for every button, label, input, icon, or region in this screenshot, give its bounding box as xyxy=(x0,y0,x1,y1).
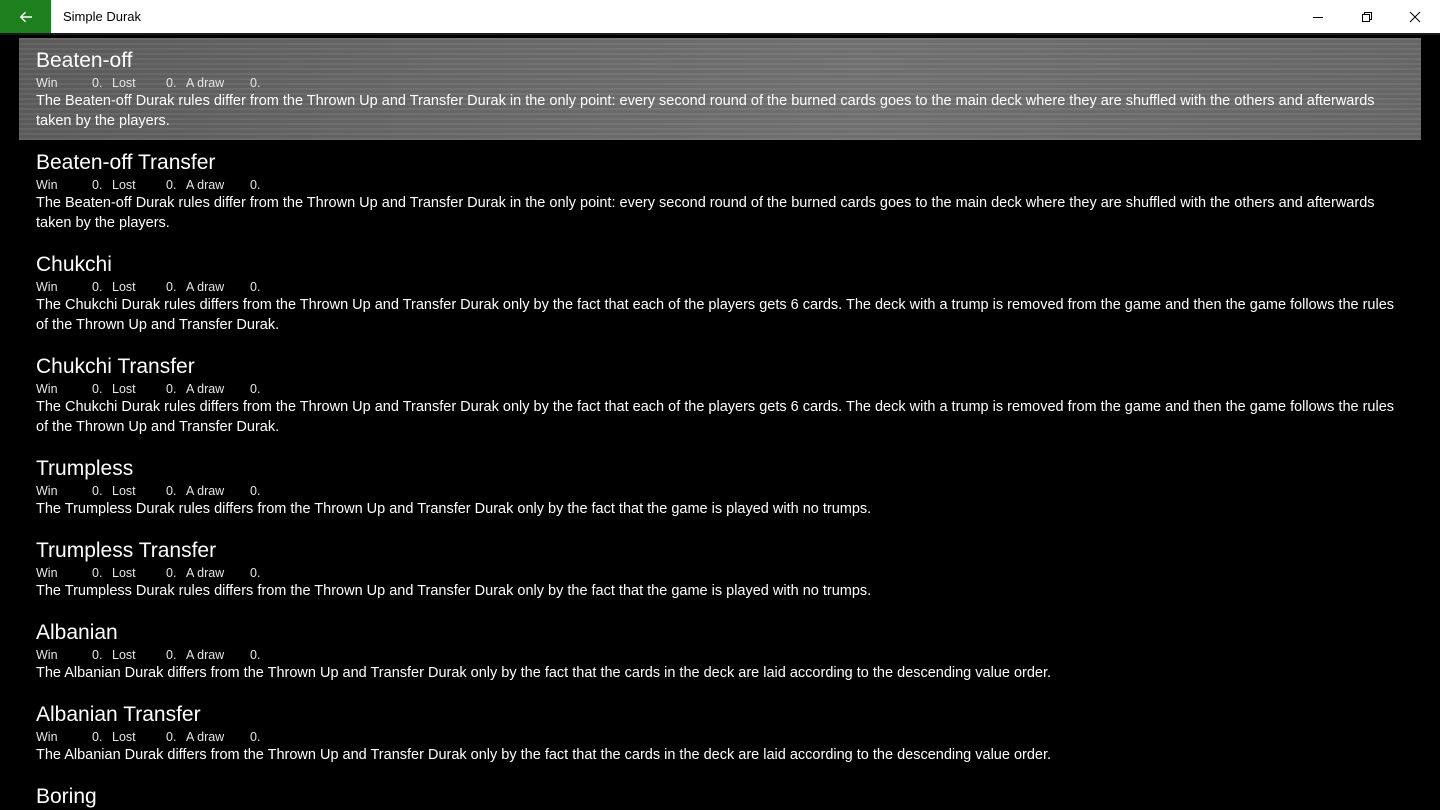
game-stats xyxy=(36,564,1404,582)
draw-label: A draw xyxy=(186,280,225,294)
draw-label: A draw xyxy=(186,484,225,498)
lost-value: 0. xyxy=(166,730,177,744)
draw-value: 0. xyxy=(250,280,261,294)
game-stats xyxy=(36,380,1404,398)
back-button[interactable] xyxy=(0,0,51,33)
win-value: 0. xyxy=(92,280,103,294)
lost-value: 0. xyxy=(166,382,177,396)
game-description: The Trumpless Durak rules differs from the Thrown Up and Transfer Durak only by the fact that the game is played with no trumps. xyxy=(36,583,872,599)
list-item-beaten-off[interactable] xyxy=(19,38,1421,140)
game-description: The Albanian Durak differs from the Thrown Up and Transfer Durak only by the fact that the cards in the deck are laid according to the descending value order. xyxy=(36,747,1052,763)
lost-label: Lost xyxy=(112,382,136,396)
list-item-chukchi-transfer[interactable] xyxy=(19,344,1421,446)
game-stats xyxy=(36,728,1404,746)
game-title: Albanian Transfer xyxy=(36,703,201,726)
draw-label: A draw xyxy=(186,382,225,396)
game-variant-list[interactable] xyxy=(19,38,1421,810)
lost-value: 0. xyxy=(166,76,177,90)
minimize-button[interactable] xyxy=(1294,0,1342,33)
game-title: Trumpless Transfer xyxy=(36,539,217,562)
game-description: The Chukchi Durak rules differs from the Thrown Up and Transfer Durak only by the fact that each of the players gets 6 cards. The deck with a trump is removed from the game and then the game follows the rules of the Thrown Up and Transfer Durak. xyxy=(36,297,1395,333)
draw-value: 0. xyxy=(250,484,261,498)
game-title: Chukchi xyxy=(36,253,112,276)
game-title: Albanian xyxy=(36,621,118,644)
win-label: Win xyxy=(36,76,58,90)
lost-value: 0. xyxy=(166,484,177,498)
title-bar xyxy=(0,0,1440,33)
game-stats xyxy=(36,482,1404,500)
restore-icon xyxy=(1361,11,1373,23)
lost-label: Lost xyxy=(112,484,136,498)
game-description: The Trumpless Durak rules differs from the Thrown Up and Transfer Durak only by the fact that the game is played with no trumps. xyxy=(36,501,872,517)
close-icon xyxy=(1409,11,1421,23)
game-title: Beaten-off xyxy=(36,49,133,72)
list-item-trumpless[interactable] xyxy=(19,446,1421,528)
draw-value: 0. xyxy=(250,76,261,90)
draw-value: 0. xyxy=(250,382,261,396)
game-title: Boring xyxy=(36,785,97,808)
app-title: Simple Durak xyxy=(63,9,142,24)
win-label: Win xyxy=(36,178,58,192)
win-value: 0. xyxy=(92,382,103,396)
lost-value: 0. xyxy=(166,178,177,192)
lost-value: 0. xyxy=(166,648,177,662)
lost-label: Lost xyxy=(112,178,136,192)
game-title: Beaten-off Transfer xyxy=(36,151,216,174)
win-label: Win xyxy=(36,730,58,744)
draw-label: A draw xyxy=(186,566,225,580)
lost-value: 0. xyxy=(166,280,177,294)
win-value: 0. xyxy=(92,178,103,192)
game-title: Trumpless xyxy=(36,457,134,480)
win-label: Win xyxy=(36,648,58,662)
game-stats xyxy=(36,74,1404,92)
draw-value: 0. xyxy=(250,566,261,580)
list-item-albanian-transfer[interactable] xyxy=(19,692,1421,774)
draw-value: 0. xyxy=(250,178,261,192)
list-item-boring[interactable] xyxy=(19,774,1421,810)
game-description: The Chukchi Durak rules differs from the Thrown Up and Transfer Durak only by the fact that each of the players gets 6 cards. The deck with a trump is removed from the game and then the game follows the rules of the Thrown Up and Transfer Durak. xyxy=(36,399,1395,435)
close-button[interactable] xyxy=(1391,0,1439,33)
win-label: Win xyxy=(36,280,58,294)
title-divider xyxy=(0,33,1440,35)
draw-value: 0. xyxy=(250,730,261,744)
game-stats xyxy=(36,278,1404,296)
list-item-albanian[interactable] xyxy=(19,610,1421,692)
win-value: 0. xyxy=(92,76,103,90)
game-description: The Beaten-off Durak rules differ from the Thrown Up and Transfer Durak in the only point: every second round of the burned cards goes to the main deck where they are shuffled with the others and afterwards taken by the players. xyxy=(36,195,1375,231)
draw-label: A draw xyxy=(186,730,225,744)
win-value: 0. xyxy=(92,566,103,580)
win-value: 0. xyxy=(92,484,103,498)
lost-label: Lost xyxy=(112,280,136,294)
game-description: The Albanian Durak differs from the Thrown Up and Transfer Durak only by the fact that the cards in the deck are laid according to the descending value order. xyxy=(36,665,1052,681)
game-stats xyxy=(36,646,1404,664)
win-label: Win xyxy=(36,484,58,498)
win-label: Win xyxy=(36,382,58,396)
lost-label: Lost xyxy=(112,648,136,662)
lost-label: Lost xyxy=(112,730,136,744)
list-item-chukchi[interactable] xyxy=(19,242,1421,344)
win-value: 0. xyxy=(92,730,103,744)
draw-value: 0. xyxy=(250,648,261,662)
minimize-icon xyxy=(1312,11,1324,23)
win-value: 0. xyxy=(92,648,103,662)
lost-value: 0. xyxy=(166,566,177,580)
list-item-beaten-off-transfer[interactable] xyxy=(19,140,1421,242)
lost-label: Lost xyxy=(112,76,136,90)
win-label: Win xyxy=(36,566,58,580)
draw-label: A draw xyxy=(186,178,225,192)
draw-label: A draw xyxy=(186,648,225,662)
lost-label: Lost xyxy=(112,566,136,580)
game-description: The Beaten-off Durak rules differ from the Thrown Up and Transfer Durak in the only point: every second round of the burned cards goes to the main deck where they are shuffled with the others and afterwards taken by the players. xyxy=(36,93,1375,129)
restore-button[interactable] xyxy=(1343,0,1391,33)
back-arrow-icon xyxy=(18,9,34,25)
list-item-trumpless-transfer[interactable] xyxy=(19,528,1421,610)
game-stats xyxy=(36,176,1404,194)
draw-label: A draw xyxy=(186,76,225,90)
game-title: Chukchi Transfer xyxy=(36,355,195,378)
